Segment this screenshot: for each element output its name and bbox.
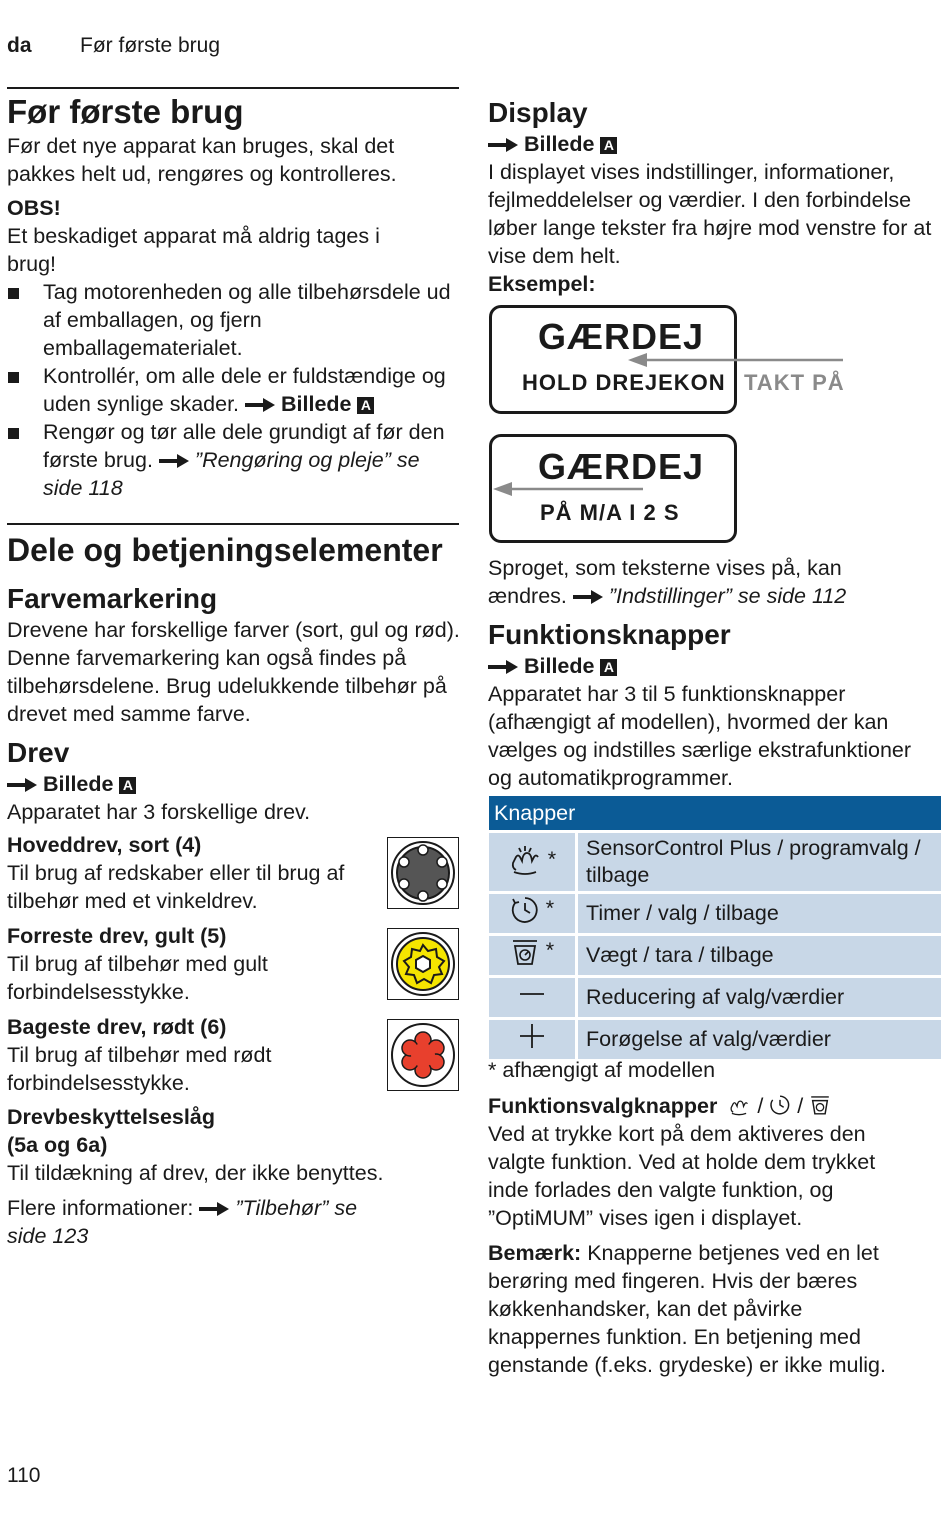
table-icon-cell — [489, 936, 578, 975]
cross-reference-link[interactable]: ”Tilbehør” se side 123 — [7, 1196, 358, 1248]
figure-ref[interactable]: Billede — [281, 392, 352, 416]
drive-intro: Apparatet har 3 forskellige drev. — [7, 800, 311, 824]
scale-icon — [809, 1094, 831, 1116]
cover-title-sub: (5a og 6a) — [7, 1133, 108, 1157]
table-row — [489, 978, 941, 1017]
buttons-table — [489, 793, 941, 1062]
figure-ref[interactable]: Billede — [523, 654, 595, 678]
more-info: Flere informationer: ”Tilbehør” se side 123 — [7, 1196, 358, 1248]
front-drive-yellow-image — [387, 928, 459, 1000]
select-buttons-heading: Funktionsvalgknapper / / — [488, 1092, 940, 1120]
cover-text: Til tildækning af drev, der ikke benyttes. — [7, 1161, 384, 1185]
table-row — [489, 1020, 941, 1059]
display-main-text: GÆRDEJ — [538, 446, 705, 487]
timer-icon — [769, 1094, 791, 1116]
display-scroll-text: HOLD DREJEKON — [522, 370, 726, 395]
subsection-title: Funktionsknapper — [488, 619, 731, 650]
table-icon-cell — [489, 894, 578, 933]
warning-text: Et beskadiget apparat må aldrig tages i brug! — [7, 224, 380, 276]
black-drive-icon — [388, 838, 458, 908]
figure-ref-line — [7, 770, 462, 798]
drive-list — [7, 831, 382, 1097]
figure-letter-badge: A — [119, 777, 136, 794]
figure-ref[interactable]: Billede — [42, 772, 114, 796]
table-header: Knapper — [489, 796, 941, 830]
arrow-icon — [573, 590, 603, 604]
section-title: Før første brug — [7, 93, 244, 130]
arrow-icon — [245, 398, 275, 412]
table-cell-label: SensorControl Plus / programvalg / tilbage — [578, 833, 941, 891]
arrow-icon — [488, 138, 518, 152]
display-overflow-text: TAKT PÅ — [744, 370, 845, 395]
running-header: Før første brug — [80, 34, 221, 57]
scale-icon — [510, 937, 540, 967]
cross-reference-link[interactable]: ”Indstillinger” se side 112 — [608, 584, 847, 608]
section-title: Dele og betjeningselementer — [7, 532, 443, 568]
drive-text: Til brug af tilbehør med gult forbindelsesstykke. — [7, 952, 268, 1004]
figure-ref-line — [488, 130, 940, 158]
table-row — [489, 833, 941, 891]
yellow-drive-icon — [388, 929, 458, 999]
scroll-left-arrow-icon — [625, 350, 845, 370]
table-cell-label: Vægt / tara / tilbage — [578, 936, 941, 975]
list-item: Rengør og tør alle dele grundigt af før den første brug. ”Rengøring og pleje” se side 118 — [7, 418, 462, 502]
arrow-icon — [159, 454, 189, 468]
note-text: Knapperne betjenes ved en let berøring med fingeren. Hvis der bæres køkkenhandsker, kan det påvirke knappernes funktion. En betjening med genstande (f.eks. grydeske) er ikke mulig. — [488, 1241, 886, 1377]
rear-drive-red-image — [387, 1019, 459, 1091]
note-paragraph — [488, 1239, 903, 1379]
list-item: Tag motorenheden og alle tilbehørsdele ud af emballagen, og fjern emballagematerialet. — [7, 278, 462, 362]
table-cell-label: Forøgelse af valg/værdier — [578, 1020, 941, 1059]
cross-reference-link[interactable]: ”Rengøring og pleje” se side 118 — [43, 448, 420, 500]
right-column-bottom — [488, 1056, 940, 1379]
figure-ref[interactable]: Billede — [523, 132, 595, 156]
cover-section — [7, 1103, 462, 1250]
display-text: I displayet vises indstillinger, informationer, fejlmeddelelser og værdier. I den forbindelse løber lange tekster fra højre mod venstre for at vise dem helt. — [488, 160, 932, 268]
minus-icon — [517, 979, 547, 1009]
table-row — [489, 936, 941, 975]
table-icon-cell — [489, 1020, 578, 1059]
intro-text: Før det nye apparat kan bruges, skal det pakkes helt ud, rengøres og kontrolleres. — [7, 134, 397, 186]
sensor-program-icon — [727, 1094, 751, 1116]
subsection-title: Farvemarkering — [7, 583, 218, 614]
function-buttons-text: Apparatet har 3 til 5 funktionsknapper (afhængigt af modellen), hvormed der kan vælges og indstilles særlige ekstrafunktioner og automatikprogrammer. — [488, 682, 912, 790]
right-column-lower — [488, 554, 940, 792]
page-number: 110 — [7, 1464, 41, 1487]
left-column — [7, 92, 462, 502]
sensor-program-icon — [508, 842, 542, 876]
drive-text: Til brug af redskaber eller til brug af tilbehør med et vinkeldrev. — [7, 861, 345, 913]
model-footnote-star: * — [545, 938, 555, 962]
arrow-icon — [199, 1202, 229, 1216]
figure-ref-line — [488, 652, 940, 680]
color-coding-text: Drevene har forskellige farver (sort, gul og rød). Denne farvemarkering kan også findes på tilbehørsdelene. Brug udelukkende tilbehør på drevet med samme farve. — [7, 618, 460, 726]
arrow-icon — [7, 778, 37, 792]
model-footnote-star: * — [545, 896, 555, 920]
display-scroll-text: PÅ M/A I 2 S — [540, 500, 680, 525]
section-rule — [7, 523, 459, 525]
table-cell-label: Timer / valg / tilbage — [578, 894, 941, 933]
red-drive-icon — [388, 1020, 458, 1090]
right-column — [488, 96, 940, 298]
checklist — [7, 278, 462, 502]
figure-letter-badge: A — [600, 137, 617, 154]
section-rule — [7, 87, 459, 89]
drive-title: Forreste drev, gult (5) — [7, 924, 227, 948]
table-cell-label: Reducering af valg/værdier — [578, 978, 941, 1017]
plus-icon — [517, 1021, 547, 1051]
note-label: Bemærk: — [488, 1241, 582, 1265]
timer-icon — [510, 895, 540, 925]
language-text: Sproget, som teksterne vises på, kan ændres. ”Indstillinger” se side 112 — [488, 556, 847, 608]
display-main-text: GÆRDEJ — [538, 316, 705, 357]
example-label: Eksempel: — [488, 272, 596, 296]
figure-letter-badge: A — [357, 397, 374, 414]
subsection-title: Display — [488, 97, 588, 128]
language-code: da — [7, 34, 32, 57]
table-row — [489, 894, 941, 933]
table-footnote: * afhængigt af modellen — [488, 1058, 716, 1082]
drive-title: Hoveddrev, sort (4) — [7, 833, 202, 857]
select-buttons-text: Ved at trykke kort på dem aktiveres den valgte funktion. Ved at holde dem trykket inde forlades den valgte funktion, og ”OptiMUM” vises igen i displayet. — [488, 1122, 876, 1230]
drive-text: Til brug af tilbehør med rødt forbindelsesstykke. — [7, 1043, 272, 1095]
figure-letter-badge: A — [600, 659, 617, 676]
model-footnote-star: * — [547, 846, 557, 871]
subsection-title: Drev — [7, 737, 70, 768]
table-icon-cell — [489, 978, 578, 1017]
cover-title: Drevbeskyttelseslåg — [7, 1105, 215, 1129]
arrow-icon — [488, 660, 518, 674]
scroll-left-arrow-icon — [490, 479, 645, 499]
table-icon-cell — [489, 833, 578, 891]
warning-label: OBS! — [7, 196, 61, 220]
list-item: Kontrollér, om alle dele er fuldstændige og uden synlige skader. Billede A — [7, 362, 462, 418]
main-drive-black-image — [387, 837, 459, 909]
parts-section — [7, 530, 462, 826]
drive-title: Bageste drev, rødt (6) — [7, 1015, 227, 1039]
